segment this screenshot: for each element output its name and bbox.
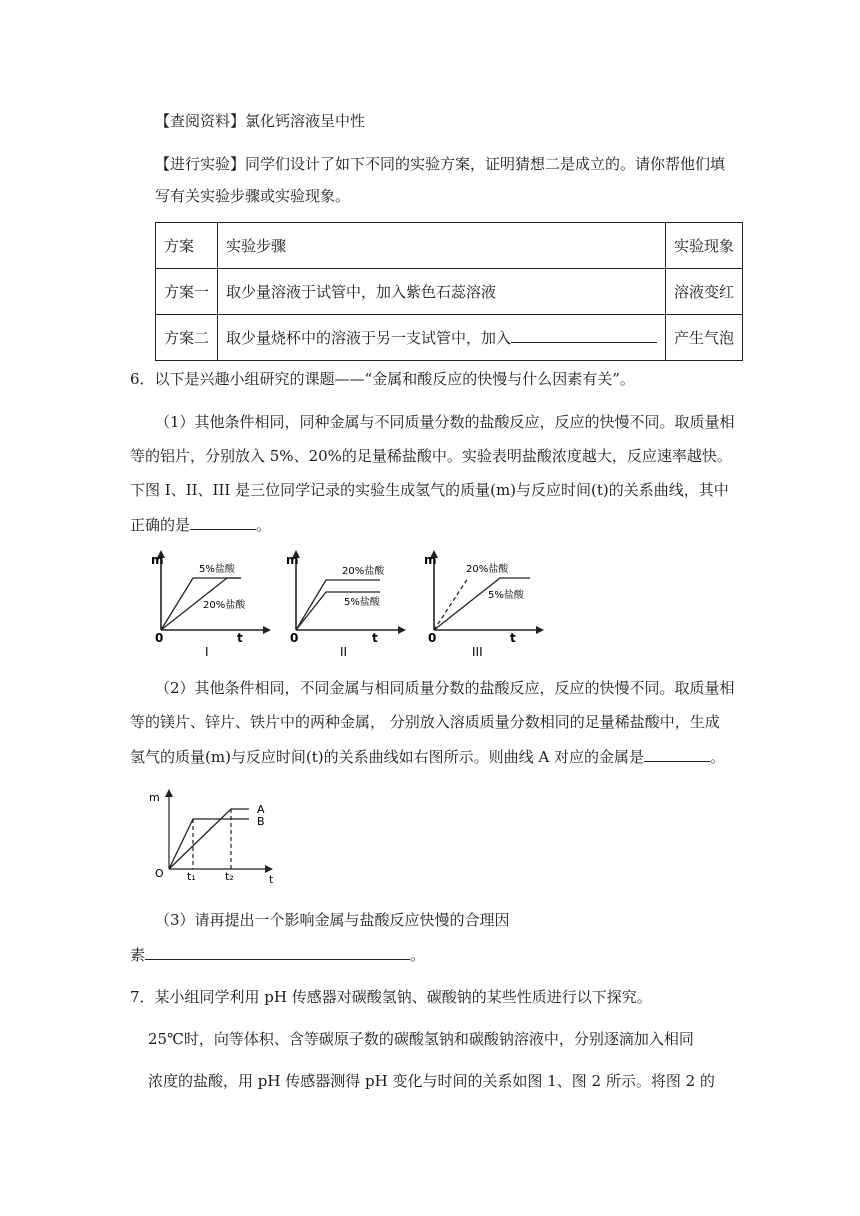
q6-p3-start: 素	[130, 946, 146, 964]
table-header-plan: 方案	[156, 223, 218, 269]
q6-title: 6．以下是兴趣小组研究的课题——“金属和酸反应的快慢与什么因素有关”。	[130, 370, 635, 388]
info-line: 【查阅资料】氯化钙溶液呈中性	[155, 112, 366, 130]
experiment-line-2: 写有关实验步骤或实验现象。	[155, 187, 351, 205]
curve	[434, 578, 530, 630]
arrow-icon	[165, 789, 173, 797]
graph-i	[145, 550, 285, 660]
table-cell-step: 取少量溶液于试管中，加入紫色石蕊溶液	[218, 269, 666, 315]
q7-line-1: 25℃时，向等体积、含等碳原子数的碳酸氢钠和碳酸钠溶液中，分别逐滴加入相同	[148, 1030, 694, 1048]
q6-p1-line-4	[130, 514, 271, 535]
dashed-curve	[434, 578, 468, 630]
table-cell-step	[218, 315, 666, 361]
answer-blank[interactable]	[145, 944, 410, 960]
arrow-icon	[263, 626, 271, 634]
t2-label: t₂	[225, 870, 234, 883]
q6-p3-line-2	[130, 944, 425, 965]
curve-label: 20%盐酸	[466, 564, 509, 575]
table-header-row	[156, 223, 743, 269]
step-text: 取少量烧杯中的溶液于另一支试管中，加入	[226, 329, 512, 347]
graph-iii	[418, 550, 558, 660]
arrow-icon	[398, 626, 406, 634]
axis-t-label: t	[269, 873, 274, 885]
axis-m-label: m	[149, 791, 160, 804]
table-header-phenomenon: 实验现象	[666, 223, 743, 269]
origin-label: 0	[290, 631, 299, 645]
experiment-table	[155, 222, 743, 361]
arrow-icon	[265, 865, 273, 873]
curve-label: 5%盐酸	[488, 590, 524, 601]
graph-numeral: III	[472, 645, 483, 659]
q6-p1-text: 正确的是	[130, 516, 191, 534]
q6-p2-line-1: （2）其他条件相同，不同金属与相同质量分数的盐酸反应，反应的快慢不同。取质量相	[155, 679, 735, 697]
curve-a-label: A	[257, 803, 265, 816]
origin-label: O	[155, 867, 164, 880]
table-cell-plan: 方案一	[156, 269, 218, 315]
table-cell-phenomenon: 溶液变红	[666, 269, 743, 315]
curve-label: 20%盐酸	[203, 600, 246, 611]
curve-label: 5%盐酸	[344, 597, 380, 608]
experiment-line-1: 【进行实验】同学们设计了如下不同的实验方案，证明猜想二是成立的。请你帮他们填	[155, 155, 726, 173]
origin-label: 0	[428, 631, 437, 645]
axis-t-label: t	[237, 631, 243, 645]
q6-p2-end: 。	[710, 748, 726, 766]
q6-p2-line-3	[130, 746, 725, 767]
curve-b	[169, 819, 249, 869]
axis-t-label: t	[372, 631, 378, 645]
graph-numeral: I	[205, 645, 209, 659]
answer-blank[interactable]	[511, 327, 657, 343]
curve-label: 20%盐酸	[342, 566, 385, 577]
q6-p1-end: 。	[256, 516, 272, 534]
graph-numeral: II	[340, 645, 348, 659]
q6-p2-text: 氢气的质量(m)与反应时间(t)的关系曲线如右图所示。则曲线 A 对应的金属是	[130, 748, 645, 766]
axis-m-label: m	[286, 553, 299, 567]
axis-m-label: m	[424, 553, 437, 567]
arrow-icon	[536, 626, 544, 634]
table-cell-phenomenon: 产生气泡	[666, 315, 743, 361]
table-cell-plan: 方案二	[156, 315, 218, 361]
table-row	[156, 315, 743, 361]
origin-label: 0	[155, 631, 164, 645]
q6-p1-line-1: （1）其他条件相同，同种金属与不同质量分数的盐酸反应，反应的快慢不同。取质量相	[155, 413, 735, 431]
q6-p1-line-3: 下图 I、II、III 是三位同学记录的实验生成氢气的质量(m)与反应时间(t)的关系曲线，其中	[130, 481, 729, 499]
q6-p2-line-2: 等的镁片、锌片、铁片中的两种金属， 分别放入溶质质量分数相同的足量稀盐酸中，生成	[130, 713, 720, 731]
q6-p1-line-2: 等的铝片，分别放入 5%、20%的足量稀盐酸中。实验表明盐酸浓度越大，反应速率越快。	[130, 447, 732, 465]
q7-title: 7．某小组同学利用 pH 传感器对碳酸氢钠、碳酸钠的某些性质进行以下探究。	[130, 988, 652, 1006]
graph-ii	[280, 550, 420, 660]
curve-a	[169, 809, 249, 869]
curve-b-label: B	[257, 815, 265, 828]
table-row	[156, 269, 743, 315]
curve-label: 5%盐酸	[199, 564, 235, 575]
t1-label: t₁	[187, 870, 196, 883]
answer-blank[interactable]	[190, 514, 256, 530]
answer-blank[interactable]	[644, 746, 710, 762]
axis-m-label: m	[151, 553, 164, 567]
q6-p3-end: 。	[410, 946, 426, 964]
q7-line-2: 浓度的盐酸，用 pH 传感器测得 pH 变化与时间的关系如图 1、图 2 所示。将图 2 的	[148, 1072, 715, 1090]
graph-metal	[145, 785, 285, 885]
table-header-step: 实验步骤	[218, 223, 666, 269]
axis-t-label: t	[510, 631, 516, 645]
q6-p3-line-1: （3）请再提出一个影响金属与盐酸反应快慢的合理因	[155, 911, 510, 929]
